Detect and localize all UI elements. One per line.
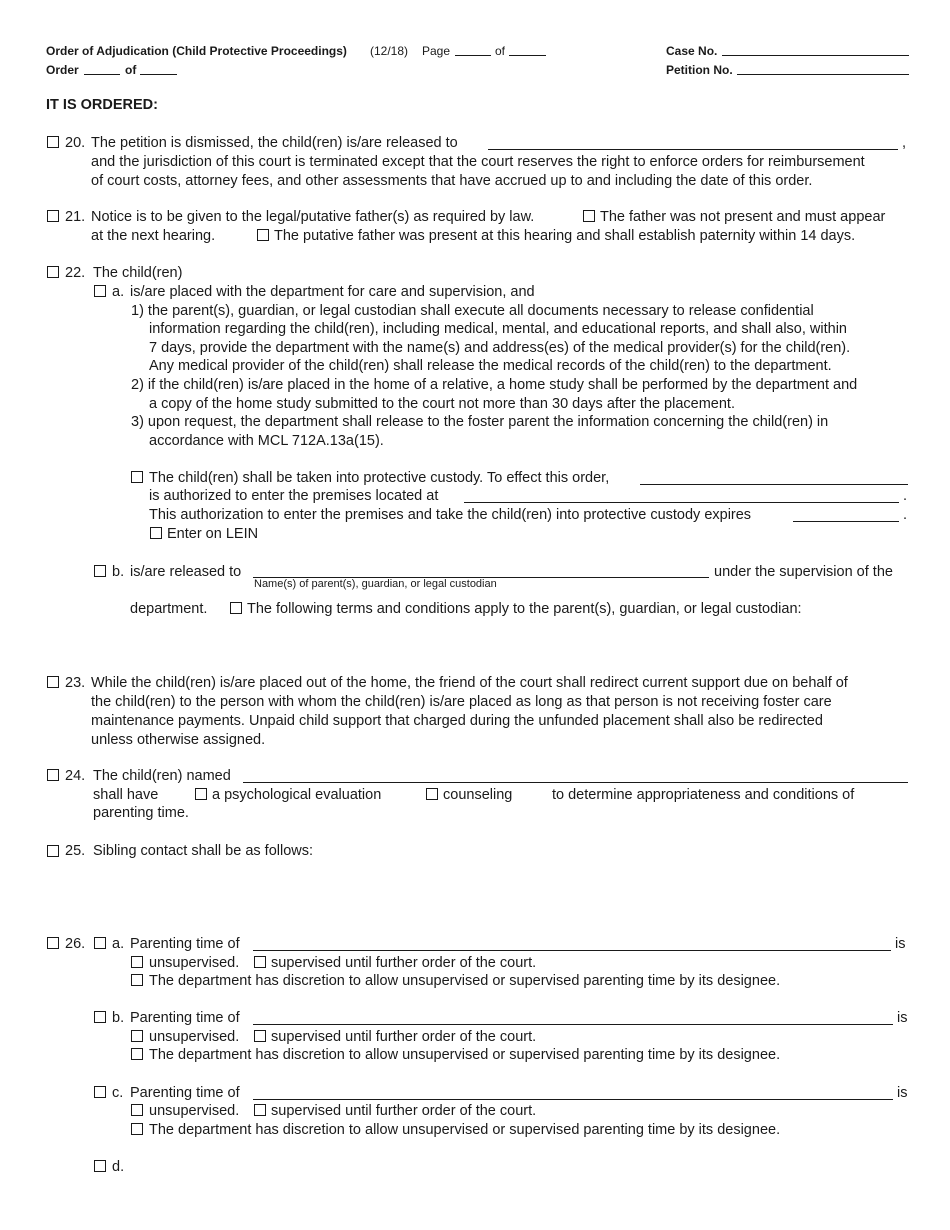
item26c-discretion-label: The department has discretion to allow unsupervised or supervised parenting time by its designee. [149, 1122, 781, 1138]
item22-intro: The child(ren) [93, 265, 183, 281]
item22b-supervision-text: under the supervision of the [714, 564, 893, 580]
item23-text-line3: maintenance payments. Unpaid child support that charged during the unfunded placement shall also be redirected [91, 713, 823, 729]
item21-number: 21. [65, 209, 86, 225]
item23-checkbox[interactable] [47, 676, 59, 688]
enter-lein-checkbox[interactable] [150, 527, 162, 539]
protective-custody-line1: The child(ren) shall be taken into protective custody. To effect this order, [149, 470, 610, 486]
item26b-parenting-time-field[interactable] [253, 1024, 893, 1025]
item26c-is: is [897, 1085, 908, 1101]
page-number-field[interactable] [455, 55, 491, 56]
item20-text-line2: and the jurisdiction of this court is terminated except that the court reserves the right to enforce orders for reimbursement [91, 154, 865, 170]
item22b-department: department. [130, 601, 208, 617]
item26a-is: is [895, 936, 906, 952]
psych-evaluation-label: a psychological evaluation [212, 787, 382, 803]
item20-comma: , [902, 135, 907, 151]
item26b-label: b. [112, 1010, 125, 1026]
item22a-checkbox[interactable] [94, 285, 106, 297]
expiration-period: . [903, 507, 908, 523]
item24-number: 24. [65, 768, 86, 784]
father-not-present-checkbox[interactable] [583, 210, 595, 222]
order-number-field[interactable] [84, 74, 120, 75]
item22a-label: a. [112, 284, 125, 300]
item26b-unsupervised-label: unsupervised. [149, 1029, 240, 1045]
item22a1-line3: 7 days, provide the department with the name(s) and address(es) of the medical provider(s) for the child(ren). [149, 340, 851, 356]
item26a-discretion-label: The department has discretion to allow unsupervised or supervised parenting time by its designee. [149, 973, 781, 989]
item24-purpose: to determine appropriateness and conditions of [552, 787, 855, 803]
item26b-discretion-label: The department has discretion to allow unsupervised or supervised parenting time by its designee. [149, 1047, 781, 1063]
psych-evaluation-checkbox[interactable] [195, 788, 207, 800]
item24-text-line1: The child(ren) named [93, 768, 231, 784]
item26a-text: Parenting time of [130, 936, 240, 952]
form-version: (12/18) [370, 44, 409, 58]
order-label: Order [46, 63, 79, 77]
item23-number: 23. [65, 675, 86, 691]
item26b-supervised-label: supervised until further order of the court. [271, 1029, 537, 1045]
form-title: Order of Adjudication (Child Protective Proceedings) [46, 44, 347, 58]
item26c-checkbox[interactable] [94, 1086, 106, 1098]
item26b-supervised-checkbox[interactable] [254, 1030, 266, 1042]
item26a-checkbox[interactable] [94, 937, 106, 949]
petition-no-label: Petition No. [666, 63, 733, 77]
item26c-unsupervised-label: unsupervised. [149, 1103, 240, 1119]
custodian-field-caption: Name(s) of parent(s), guardian, or legal custodian [254, 578, 497, 590]
item26c-supervised-checkbox[interactable] [254, 1104, 266, 1116]
item23-text-line2: the child(ren) to the person with whom the child(ren) is/are placed as long as that person is not receiving foster care [91, 694, 832, 710]
putative-father-present-checkbox[interactable] [257, 229, 269, 241]
item22b-checkbox[interactable] [94, 565, 106, 577]
item26a-parenting-time-field[interactable] [253, 950, 891, 951]
item26b-checkbox[interactable] [94, 1011, 106, 1023]
order-of-label: of [125, 63, 137, 77]
item21-checkbox[interactable] [47, 210, 59, 222]
item22-checkbox[interactable] [47, 266, 59, 278]
item24-text-line3: parenting time. [93, 805, 189, 821]
custody-expiration-field[interactable] [793, 521, 899, 522]
putative-father-present-label: The putative father was present at this hearing and shall establish paternity within 14 days. [274, 228, 856, 244]
protective-custody-checkbox[interactable] [131, 471, 143, 483]
item22a1-line4: Any medical provider of the child(ren) shall release the medical records of the child(ren) to the department. [149, 358, 832, 374]
item26c-label: c. [112, 1085, 124, 1101]
item22a1-line1: 1) the parent(s), guardian, or legal custodian shall execute all documents necessary to release confidential [131, 303, 814, 319]
item22a3-line1: 3) upon request, the department shall release to the foster parent the information concerning the child(ren) in [131, 414, 829, 430]
child-named-field[interactable] [243, 782, 908, 783]
item21-text-line2: at the next hearing. [91, 228, 216, 244]
item22a1-line2: information regarding the child(ren), including medical, mental, and educational reports, and shall also, within [149, 321, 847, 337]
item22-number: 22. [65, 265, 86, 281]
item20-released-to-field[interactable] [488, 149, 898, 150]
petition-no-field[interactable] [737, 74, 909, 75]
item26a-discretion-checkbox[interactable] [131, 974, 143, 986]
protective-custody-line3: This authorization to enter the premises and take the child(ren) into protective custody expires [149, 507, 752, 523]
item26d-label: d. [112, 1159, 125, 1175]
ordered-heading: IT IS ORDERED: [46, 97, 158, 113]
item21-text-line1: Notice is to be given to the legal/putative father(s) as required by law. [91, 209, 535, 225]
item23-text-line1: While the child(ren) is/are placed out of the home, the friend of the court shall redirect current support due on behalf of [91, 675, 848, 691]
father-not-present-label: The father was not present and must appear [600, 209, 886, 225]
item26b-discretion-checkbox[interactable] [131, 1048, 143, 1060]
item22a2-line1: 2) if the child(ren) is/are placed in the home of a relative, a home study shall be performed by the department and [131, 377, 858, 393]
premises-period: . [903, 488, 908, 504]
protective-custody-line2: is authorized to enter the premises located at [149, 488, 439, 504]
item26b-is: is [897, 1010, 908, 1026]
item26b-unsupervised-checkbox[interactable] [131, 1030, 143, 1042]
item26c-parenting-time-field[interactable] [253, 1099, 893, 1100]
item26-checkbox[interactable] [47, 937, 59, 949]
case-no-field[interactable] [722, 55, 909, 56]
item23-text-line4: unless otherwise assigned. [91, 732, 266, 748]
item22b-text: is/are released to [130, 564, 242, 580]
item26a-supervised-checkbox[interactable] [254, 956, 266, 968]
item20-text-line1: The petition is dismissed, the child(ren) is/are released to [91, 135, 458, 151]
page-label: Page [422, 44, 451, 58]
terms-conditions-label: The following terms and conditions apply to the parent(s), guardian, or legal custodian: [247, 601, 802, 617]
item26-number: 26. [65, 936, 86, 952]
authorized-person-field[interactable] [640, 484, 908, 485]
item26d-checkbox[interactable] [94, 1160, 106, 1172]
counseling-checkbox[interactable] [426, 788, 438, 800]
enter-lein-label: Enter on LEIN [167, 526, 259, 542]
item20-checkbox[interactable] [47, 136, 59, 148]
item26c-text: Parenting time of [130, 1085, 240, 1101]
item26a-supervised-label: supervised until further order of the court. [271, 955, 537, 971]
item25-checkbox[interactable] [47, 845, 59, 857]
item26b-text: Parenting time of [130, 1010, 240, 1026]
case-no-label: Case No. [666, 44, 718, 58]
item20-text-line3: of court costs, attorney fees, and other assessments that have accrued up to and including the date of this order. [91, 173, 813, 189]
order-total-field[interactable] [140, 74, 177, 75]
item22a3-line2: accordance with MCL 712A.13a(15). [149, 433, 384, 449]
item26a-unsupervised-checkbox[interactable] [131, 956, 143, 968]
counseling-label: counseling [443, 787, 513, 803]
item26a-label: a. [112, 936, 125, 952]
item24-shall-have: shall have [93, 787, 159, 803]
item20-number: 20. [65, 135, 86, 151]
premises-address-field[interactable] [464, 502, 899, 503]
item26a-unsupervised-label: unsupervised. [149, 955, 240, 971]
item26c-unsupervised-checkbox[interactable] [131, 1104, 143, 1116]
item22b-label: b. [112, 564, 125, 580]
item22a2-line2: a copy of the home study submitted to the court not more than 30 days after the placement. [149, 396, 735, 412]
item25-text: Sibling contact shall be as follows: [93, 843, 314, 859]
item24-checkbox[interactable] [47, 769, 59, 781]
terms-conditions-checkbox[interactable] [230, 602, 242, 614]
item25-number: 25. [65, 843, 86, 859]
page-total-field[interactable] [509, 55, 546, 56]
item26c-discretion-checkbox[interactable] [131, 1123, 143, 1135]
page-of-label: of [495, 44, 506, 58]
item26c-supervised-label: supervised until further order of the court. [271, 1103, 537, 1119]
item22a-text: is/are placed with the department for care and supervision, and [130, 284, 535, 300]
